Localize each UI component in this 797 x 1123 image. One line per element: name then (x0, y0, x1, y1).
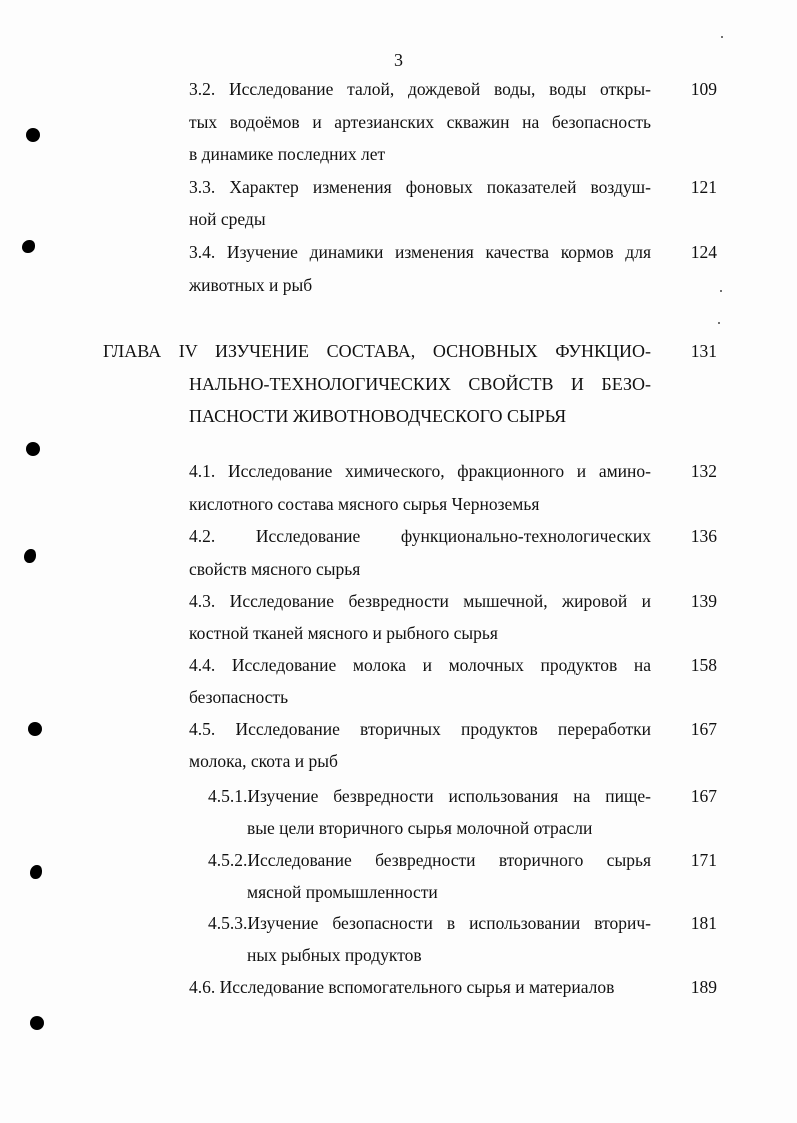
chapter-heading: ПАСНОСТИ ЖИВОТНОВОДЧЕСКОГО СЫРЬЯ (189, 406, 567, 426)
toc-page-ref: 167 (690, 719, 717, 739)
punch-hole-mark (30, 1016, 44, 1030)
scan-speck (721, 36, 723, 38)
toc-entry-text: 4.6. Исследование вспомогательного сырья и материалов (189, 977, 615, 997)
toc-subentry-text: мясной промышленности (247, 882, 438, 902)
toc-page-ref: 124 (690, 242, 717, 262)
toc-subentry-text: вые цели вторичного сырья молочной отрасли (247, 818, 593, 838)
toc-page-ref: 131 (690, 341, 717, 361)
toc-entry-text: 3.4. Изучение динамики изменения качества кормов для (189, 242, 651, 262)
toc-entry-text: ной среды (189, 209, 266, 229)
toc-entry-text: кислотного состава мясного сырья Черноземья (189, 494, 540, 514)
punch-hole-mark (26, 128, 40, 142)
toc-page-ref: 158 (690, 655, 717, 675)
toc-subentry-text: ных рыбных продуктов (247, 945, 422, 965)
toc-subentry-text: 4.5.2.Исследование безвредности вторичного сырья (208, 850, 651, 870)
toc-page-ref: 171 (690, 850, 717, 870)
toc-entry-text: животных и рыб (189, 275, 313, 295)
toc-page-ref: 132 (690, 461, 717, 481)
toc-entry-text: 4.4. Исследование молока и молочных продуктов на (189, 655, 651, 675)
chapter-heading: НАЛЬНО-ТЕХНОЛОГИЧЕСКИХ СВОЙСТВ И БЕЗО- (189, 374, 651, 394)
scan-speck (720, 290, 722, 292)
punch-hole-mark (24, 549, 36, 563)
toc-entry-text: 3.3. Характер изменения фоновых показателей воздуш- (189, 177, 651, 197)
punch-hole-mark (28, 722, 42, 736)
punch-hole-mark (22, 240, 35, 253)
toc-entry-text: безопасность (189, 687, 289, 707)
toc-page-ref: 167 (690, 786, 717, 806)
toc-entry-text: в динамике последних лет (189, 144, 386, 164)
toc-page-ref: 109 (690, 79, 717, 99)
scan-speck (718, 322, 720, 324)
toc-entry-text: 4.2. Исследование функционально-технологических (189, 526, 651, 546)
toc-page-ref: 189 (690, 977, 717, 997)
toc-entry-text: тых водоёмов и артезианских скважин на безопасность (189, 112, 651, 132)
toc-page-ref: 136 (690, 526, 717, 546)
punch-hole-mark (26, 442, 40, 456)
toc-entry-text: 4.5. Исследование вторичных продуктов переработки (189, 719, 651, 739)
chapter-heading: ГЛАВА IV ИЗУЧЕНИЕ СОСТАВА, ОСНОВНЫХ ФУНКЦИО- (103, 341, 651, 361)
toc-entry-text: 4.3. Исследование безвредности мышечной, жировой и (189, 591, 651, 611)
toc-page-ref: 181 (690, 913, 717, 933)
punch-hole-mark (30, 865, 42, 879)
toc-entry-text: молока, скота и рыб (189, 751, 338, 771)
toc-page-ref: 139 (690, 591, 717, 611)
toc-subentry-text: 4.5.1.Изучение безвредности использования на пище- (208, 786, 651, 806)
toc-entry-text: 3.2. Исследование талой, дождевой воды, воды откры- (189, 79, 651, 99)
toc-entry-text: костной тканей мясного и рыбного сырья (189, 623, 498, 643)
toc-subentry-text: 4.5.3.Изучение безопасности в использовании вторич- (208, 913, 651, 933)
toc-entry-text: 4.1. Исследование химического, фракционного и амино- (189, 461, 651, 481)
toc-page-ref: 121 (690, 177, 717, 197)
toc-entry-text: свойств мясного сырья (189, 559, 361, 579)
page-number: 3 (394, 50, 403, 70)
